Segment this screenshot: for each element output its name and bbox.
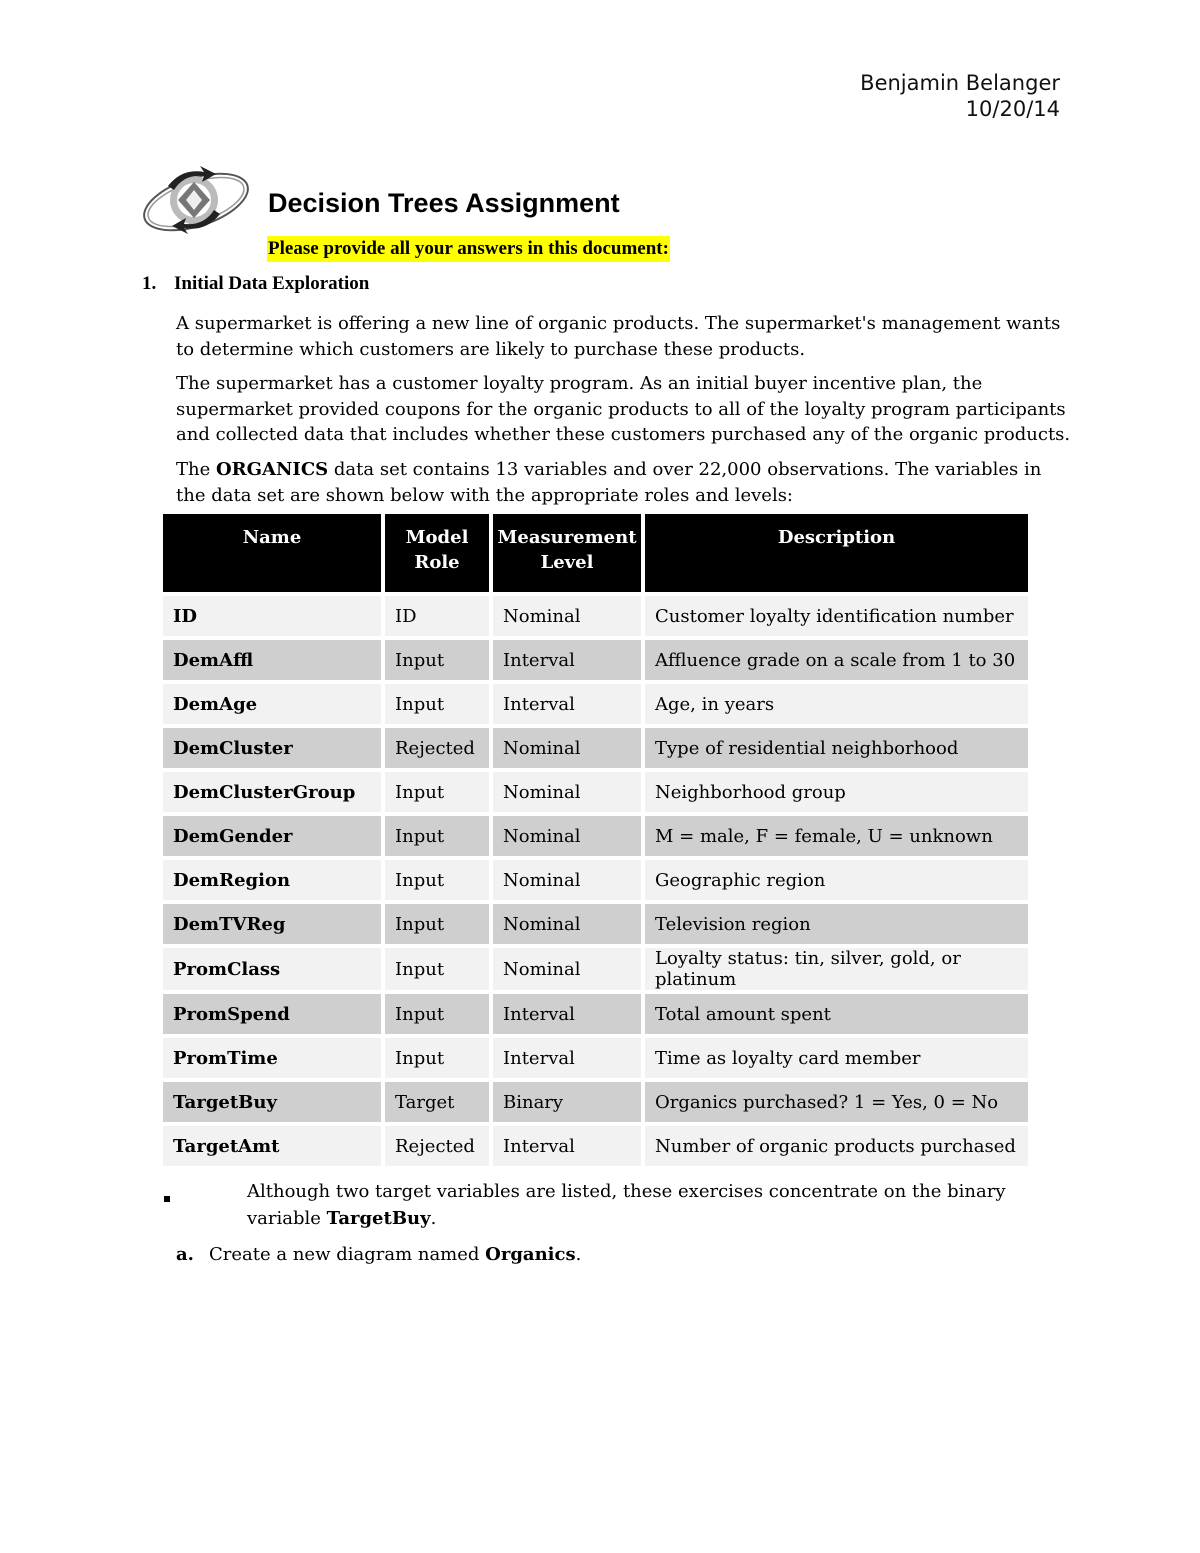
cell-name: DemAffl <box>163 636 381 680</box>
cell-description: Type of residential neighborhood <box>645 724 1028 768</box>
cell-description: Loyalty status: tin, silver, gold, or platinum <box>645 944 1028 990</box>
author-name: Benjamin Belanger <box>860 71 1060 95</box>
cell-role: ID <box>385 592 489 636</box>
header-description: Description <box>645 514 1028 592</box>
header-name: Name <box>163 514 381 592</box>
table-row <box>163 680 1028 724</box>
cell-name: PromClass <box>163 944 381 990</box>
author-block <box>860 70 1060 122</box>
table-row <box>163 1078 1028 1122</box>
step-text-post: . <box>575 1244 582 1265</box>
table-row <box>163 990 1028 1034</box>
cell-description: Neighborhood group <box>645 768 1028 812</box>
circular-arrows-logo-icon <box>138 160 254 244</box>
cell-role: Input <box>385 812 489 856</box>
cell-name: DemCluster <box>163 724 381 768</box>
cell-level: Nominal <box>493 900 641 944</box>
header-role: Model Role <box>385 514 489 592</box>
table-row <box>163 856 1028 900</box>
section-heading <box>142 273 369 295</box>
cell-level: Interval <box>493 680 641 724</box>
cell-level: Interval <box>493 1034 641 1078</box>
note-text-pre: Although two target variables are listed, these exercises concentrate on the binary variable <box>247 1181 1006 1229</box>
cell-description: Number of organic products purchased <box>645 1122 1028 1166</box>
cell-description: Customer loyalty identification number <box>645 592 1028 636</box>
cell-description: Geographic region <box>645 856 1028 900</box>
section-number: 1. <box>142 273 157 294</box>
table-row <box>163 944 1028 990</box>
cell-level: Interval <box>493 636 641 680</box>
cell-role: Input <box>385 680 489 724</box>
page-title: Decision Trees Assignment <box>268 188 620 218</box>
table-row <box>163 1034 1028 1078</box>
intro-paragraph: A supermarket is offering a new line of organic products. The supermarket's management wants to determine which customers are likely to purchase these products. <box>176 313 1061 360</box>
table-header-row <box>163 514 1028 592</box>
cell-description: M = male, F = female, U = unknown <box>645 812 1028 856</box>
dataset-text-pre: The <box>176 459 216 480</box>
step-a <box>176 1242 581 1267</box>
cell-description: Affluence grade on a scale from 1 to 30 <box>645 636 1028 680</box>
note-variable: TargetBuy <box>326 1208 431 1229</box>
cell-level: Binary <box>493 1078 641 1122</box>
step-label: a. <box>176 1244 194 1265</box>
cell-role: Target <box>385 1078 489 1122</box>
table-row <box>163 768 1028 812</box>
cell-name: TargetBuy <box>163 1078 381 1122</box>
cell-role: Rejected <box>385 724 489 768</box>
cell-name: DemGender <box>163 812 381 856</box>
note-text-post: . <box>430 1208 437 1229</box>
cell-description: Television region <box>645 900 1028 944</box>
cell-name: DemRegion <box>163 856 381 900</box>
cell-name: PromSpend <box>163 990 381 1034</box>
cell-level: Interval <box>493 1122 641 1166</box>
cell-level: Nominal <box>493 856 641 900</box>
table-row <box>163 592 1028 636</box>
cell-role: Input <box>385 944 489 990</box>
table-row <box>163 724 1028 768</box>
diagram-name: Organics <box>485 1244 576 1265</box>
cell-name: ID <box>163 592 381 636</box>
highlighted-instruction: Please provide all your answers in this document: <box>267 236 670 262</box>
cell-name: PromTime <box>163 1034 381 1078</box>
cell-name: TargetAmt <box>163 1122 381 1166</box>
cell-role: Input <box>385 1034 489 1078</box>
cell-level: Nominal <box>493 944 641 990</box>
document-date: 10/20/14 <box>965 97 1060 121</box>
cell-level: Nominal <box>493 724 641 768</box>
table-body <box>163 592 1028 1166</box>
cell-role: Rejected <box>385 1122 489 1166</box>
variables-table <box>159 514 1032 1166</box>
dataset-text-post: data set contains 13 variables and over 22,000 observations. The variables in the data set are shown below with the appropriate roles and levels: <box>176 459 1042 506</box>
cell-name: DemClusterGroup <box>163 768 381 812</box>
dataset-paragraph <box>176 457 1076 508</box>
table-row <box>163 1122 1028 1166</box>
table-row <box>163 812 1028 856</box>
loyalty-paragraph: The supermarket has a customer loyalty program. As an initial buyer incentive plan, the supermarket provided coupons for the organic products to all of the loyalty program participants and collected data that includes whether these customers purchased any of the organic products. <box>176 373 1071 445</box>
table-row <box>163 636 1028 680</box>
cell-description: Age, in years <box>645 680 1028 724</box>
cell-level: Nominal <box>493 812 641 856</box>
cell-description: Time as loyalty card member <box>645 1034 1028 1078</box>
cell-role: Input <box>385 636 489 680</box>
header-level: Measurement Level <box>493 514 641 592</box>
cell-level: Interval <box>493 990 641 1034</box>
table-row <box>163 900 1028 944</box>
cell-level: Nominal <box>493 768 641 812</box>
cell-description: Organics purchased? 1 = Yes, 0 = No <box>645 1078 1028 1122</box>
bullet-icon <box>164 1196 170 1202</box>
cell-name: DemAge <box>163 680 381 724</box>
cell-role: Input <box>385 990 489 1034</box>
cell-description: Total amount spent <box>645 990 1028 1034</box>
cell-role: Input <box>385 900 489 944</box>
step-text-pre: Create a new diagram named <box>209 1244 486 1265</box>
cell-name: DemTVReg <box>163 900 381 944</box>
dataset-name: ORGANICS <box>215 459 329 480</box>
cell-role: Input <box>385 856 489 900</box>
cell-role: Input <box>385 768 489 812</box>
cell-level: Nominal <box>493 592 641 636</box>
note-paragraph <box>247 1178 1047 1232</box>
section-title: Initial Data Exploration <box>174 273 370 294</box>
